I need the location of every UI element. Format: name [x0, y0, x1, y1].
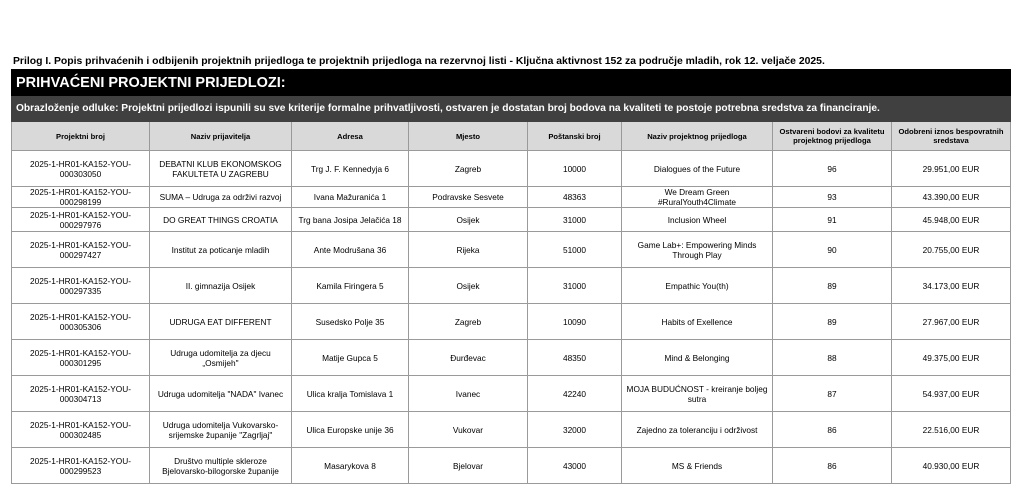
cell-project-title: Dialogues of the Future — [622, 151, 773, 187]
cell-address: Susedsko Polje 35 — [292, 304, 409, 340]
cell-project-number: 2025-1-HR01-KA152-YOU-000297335 — [12, 268, 150, 304]
cell-quality-score: 89 — [773, 268, 892, 304]
cell-postal-code: 48363 — [528, 187, 622, 208]
cell-project-number: 2025-1-HR01-KA152-YOU-000299523 — [12, 448, 150, 484]
accepted-proposals-table — [11, 69, 1011, 484]
cell-postal-code: 32000 — [528, 412, 622, 448]
cell-address: Ulica kralja Tomislava 1 — [292, 376, 409, 412]
table-row — [12, 412, 1011, 448]
cell-applicant: Udruga udomitelja Vukovarsko-srijemske županije "Zagrljaj" — [150, 412, 292, 448]
cell-applicant: Društvo multiple skleroze Bjelovarsko-bilogorske županije — [150, 448, 292, 484]
cell-applicant: UDRUGA EAT DIFFERENT — [150, 304, 292, 340]
cell-project-title: MS & Friends — [622, 448, 773, 484]
cell-city: Bjelovar — [409, 448, 528, 484]
cell-quality-score: 88 — [773, 340, 892, 376]
table-row — [12, 304, 1011, 340]
column-header-project-title: Naziv projektnog prijedloga — [622, 122, 773, 151]
cell-address: Masarykova 8 — [292, 448, 409, 484]
cell-postal-code: 31000 — [528, 208, 622, 232]
cell-postal-code: 51000 — [528, 232, 622, 268]
cell-postal-code: 31000 — [528, 268, 622, 304]
cell-approved-amount: 34.173,00 EUR — [892, 268, 1011, 304]
cell-project-title: Zajedno za toleranciju i održivost — [622, 412, 773, 448]
table-row — [12, 340, 1011, 376]
section-title: PRIHVAĆENI PROJEKTNI PRIJEDLOZI: — [12, 70, 1011, 96]
cell-project-number: 2025-1-HR01-KA152-YOU-000303050 — [12, 151, 150, 187]
cell-postal-code: 42240 — [528, 376, 622, 412]
cell-city: Zagreb — [409, 151, 528, 187]
table-row — [12, 448, 1011, 484]
cell-project-number: 2025-1-HR01-KA152-YOU-000297976 — [12, 208, 150, 232]
cell-project-number: 2025-1-HR01-KA152-YOU-000302485 — [12, 412, 150, 448]
cell-approved-amount: 45.948,00 EUR — [892, 208, 1011, 232]
cell-approved-amount: 29.951,00 EUR — [892, 151, 1011, 187]
cell-quality-score: 90 — [773, 232, 892, 268]
cell-quality-score: 86 — [773, 448, 892, 484]
cell-project-number: 2025-1-HR01-KA152-YOU-000298199 — [12, 187, 150, 208]
cell-address: Trg J. F. Kennedyja 6 — [292, 151, 409, 187]
column-header-applicant: Naziv prijavitelja — [150, 122, 292, 151]
cell-applicant: DEBATNI KLUB EKONOMSKOG FAKULTETA U ZAGREBU — [150, 151, 292, 187]
cell-approved-amount: 22.516,00 EUR — [892, 412, 1011, 448]
cell-project-title: MOJA BUDUĆNOST - kreiranje boljeg sutra — [622, 376, 773, 412]
cell-project-title: Empathic You(th) — [622, 268, 773, 304]
decision-reason-row — [12, 96, 1011, 122]
cell-postal-code: 48350 — [528, 340, 622, 376]
cell-postal-code: 43000 — [528, 448, 622, 484]
cell-project-title: We Dream Green #RuralYouth4Climate — [622, 187, 773, 208]
cell-approved-amount: 27.967,00 EUR — [892, 304, 1011, 340]
column-header-project-number: Projektni broj — [12, 122, 150, 151]
cell-quality-score: 86 — [773, 412, 892, 448]
cell-applicant: II. gimnazija Osijek — [150, 268, 292, 304]
cell-quality-score: 87 — [773, 376, 892, 412]
cell-applicant: Udruga udomitelja "NADA" Ivanec — [150, 376, 292, 412]
cell-address: Trg bana Josipa Jelačića 18 — [292, 208, 409, 232]
cell-approved-amount: 40.930,00 EUR — [892, 448, 1011, 484]
cell-address: Matije Gupca 5 — [292, 340, 409, 376]
cell-city: Rijeka — [409, 232, 528, 268]
cell-city: Ivanec — [409, 376, 528, 412]
cell-applicant: Institut za poticanje mladih — [150, 232, 292, 268]
cell-project-title: Inclusion Wheel — [622, 208, 773, 232]
column-header-approved-amount: Odobreni iznos bespovratnih sredstava — [892, 122, 1011, 151]
column-header-postal-code: Poštanski broj — [528, 122, 622, 151]
cell-city: Vukovar — [409, 412, 528, 448]
cell-postal-code: 10090 — [528, 304, 622, 340]
column-header-city: Mjesto — [409, 122, 528, 151]
cell-quality-score: 93 — [773, 187, 892, 208]
cell-city: Zagreb — [409, 304, 528, 340]
cell-quality-score: 96 — [773, 151, 892, 187]
cell-approved-amount: 43.390,00 EUR — [892, 187, 1011, 208]
cell-project-number: 2025-1-HR01-KA152-YOU-000305306 — [12, 304, 150, 340]
document-title: Prilog I. Popis prihvaćenih i odbijenih projektnih prijedloga te projektnih prijedloga na rezervnoj listi - Ključna aktivnost 152 za područje mladih, rok 12. veljače 2025. — [13, 56, 825, 67]
cell-project-title: Game Lab+: Empowering Minds Through Play — [622, 232, 773, 268]
cell-applicant: DO GREAT THINGS CROATIA — [150, 208, 292, 232]
cell-quality-score: 89 — [773, 304, 892, 340]
cell-applicant: Udruga udomitelja za djecu „Osmijeh" — [150, 340, 292, 376]
column-header-address: Adresa — [292, 122, 409, 151]
cell-city: Osijek — [409, 208, 528, 232]
table-row — [12, 208, 1011, 232]
table-row — [12, 376, 1011, 412]
cell-address: Ulica Europske unije 36 — [292, 412, 409, 448]
cell-project-number: 2025-1-HR01-KA152-YOU-000301295 — [12, 340, 150, 376]
cell-postal-code: 10000 — [528, 151, 622, 187]
cell-approved-amount: 49.375,00 EUR — [892, 340, 1011, 376]
cell-project-title: Mind & Belonging — [622, 340, 773, 376]
cell-address: Kamila Firingera 5 — [292, 268, 409, 304]
cell-address: Ivana Mažuranića 1 — [292, 187, 409, 208]
cell-project-title: Habits of Exellence — [622, 304, 773, 340]
cell-approved-amount: 20.755,00 EUR — [892, 232, 1011, 268]
cell-city: Đurđevac — [409, 340, 528, 376]
cell-project-number: 2025-1-HR01-KA152-YOU-000304713 — [12, 376, 150, 412]
section-banner — [12, 70, 1011, 96]
cell-address: Ante Modrušana 36 — [292, 232, 409, 268]
table-row — [12, 232, 1011, 268]
cell-project-number: 2025-1-HR01-KA152-YOU-000297427 — [12, 232, 150, 268]
cell-applicant: SUMA – Udruga za održivi razvoj — [150, 187, 292, 208]
decision-reason: Obrazloženje odluke: Projektni prijedlozi ispunili su sve kriterije formalne prihvatljivosti, ostvaren je dostatan broj bodova na kvaliteti te postoje potrebna sredstva za financiranje. — [12, 96, 1011, 122]
table-row — [12, 151, 1011, 187]
cell-quality-score: 91 — [773, 208, 892, 232]
table-row — [12, 268, 1011, 304]
column-header-quality-score: Ostvareni bodovi za kvalitetu projektnog prijedloga — [773, 122, 892, 151]
cell-approved-amount: 54.937,00 EUR — [892, 376, 1011, 412]
cell-city: Osijek — [409, 268, 528, 304]
table-row — [12, 187, 1011, 208]
cell-city: Podravske Sesvete — [409, 187, 528, 208]
table-header-row — [12, 122, 1011, 151]
